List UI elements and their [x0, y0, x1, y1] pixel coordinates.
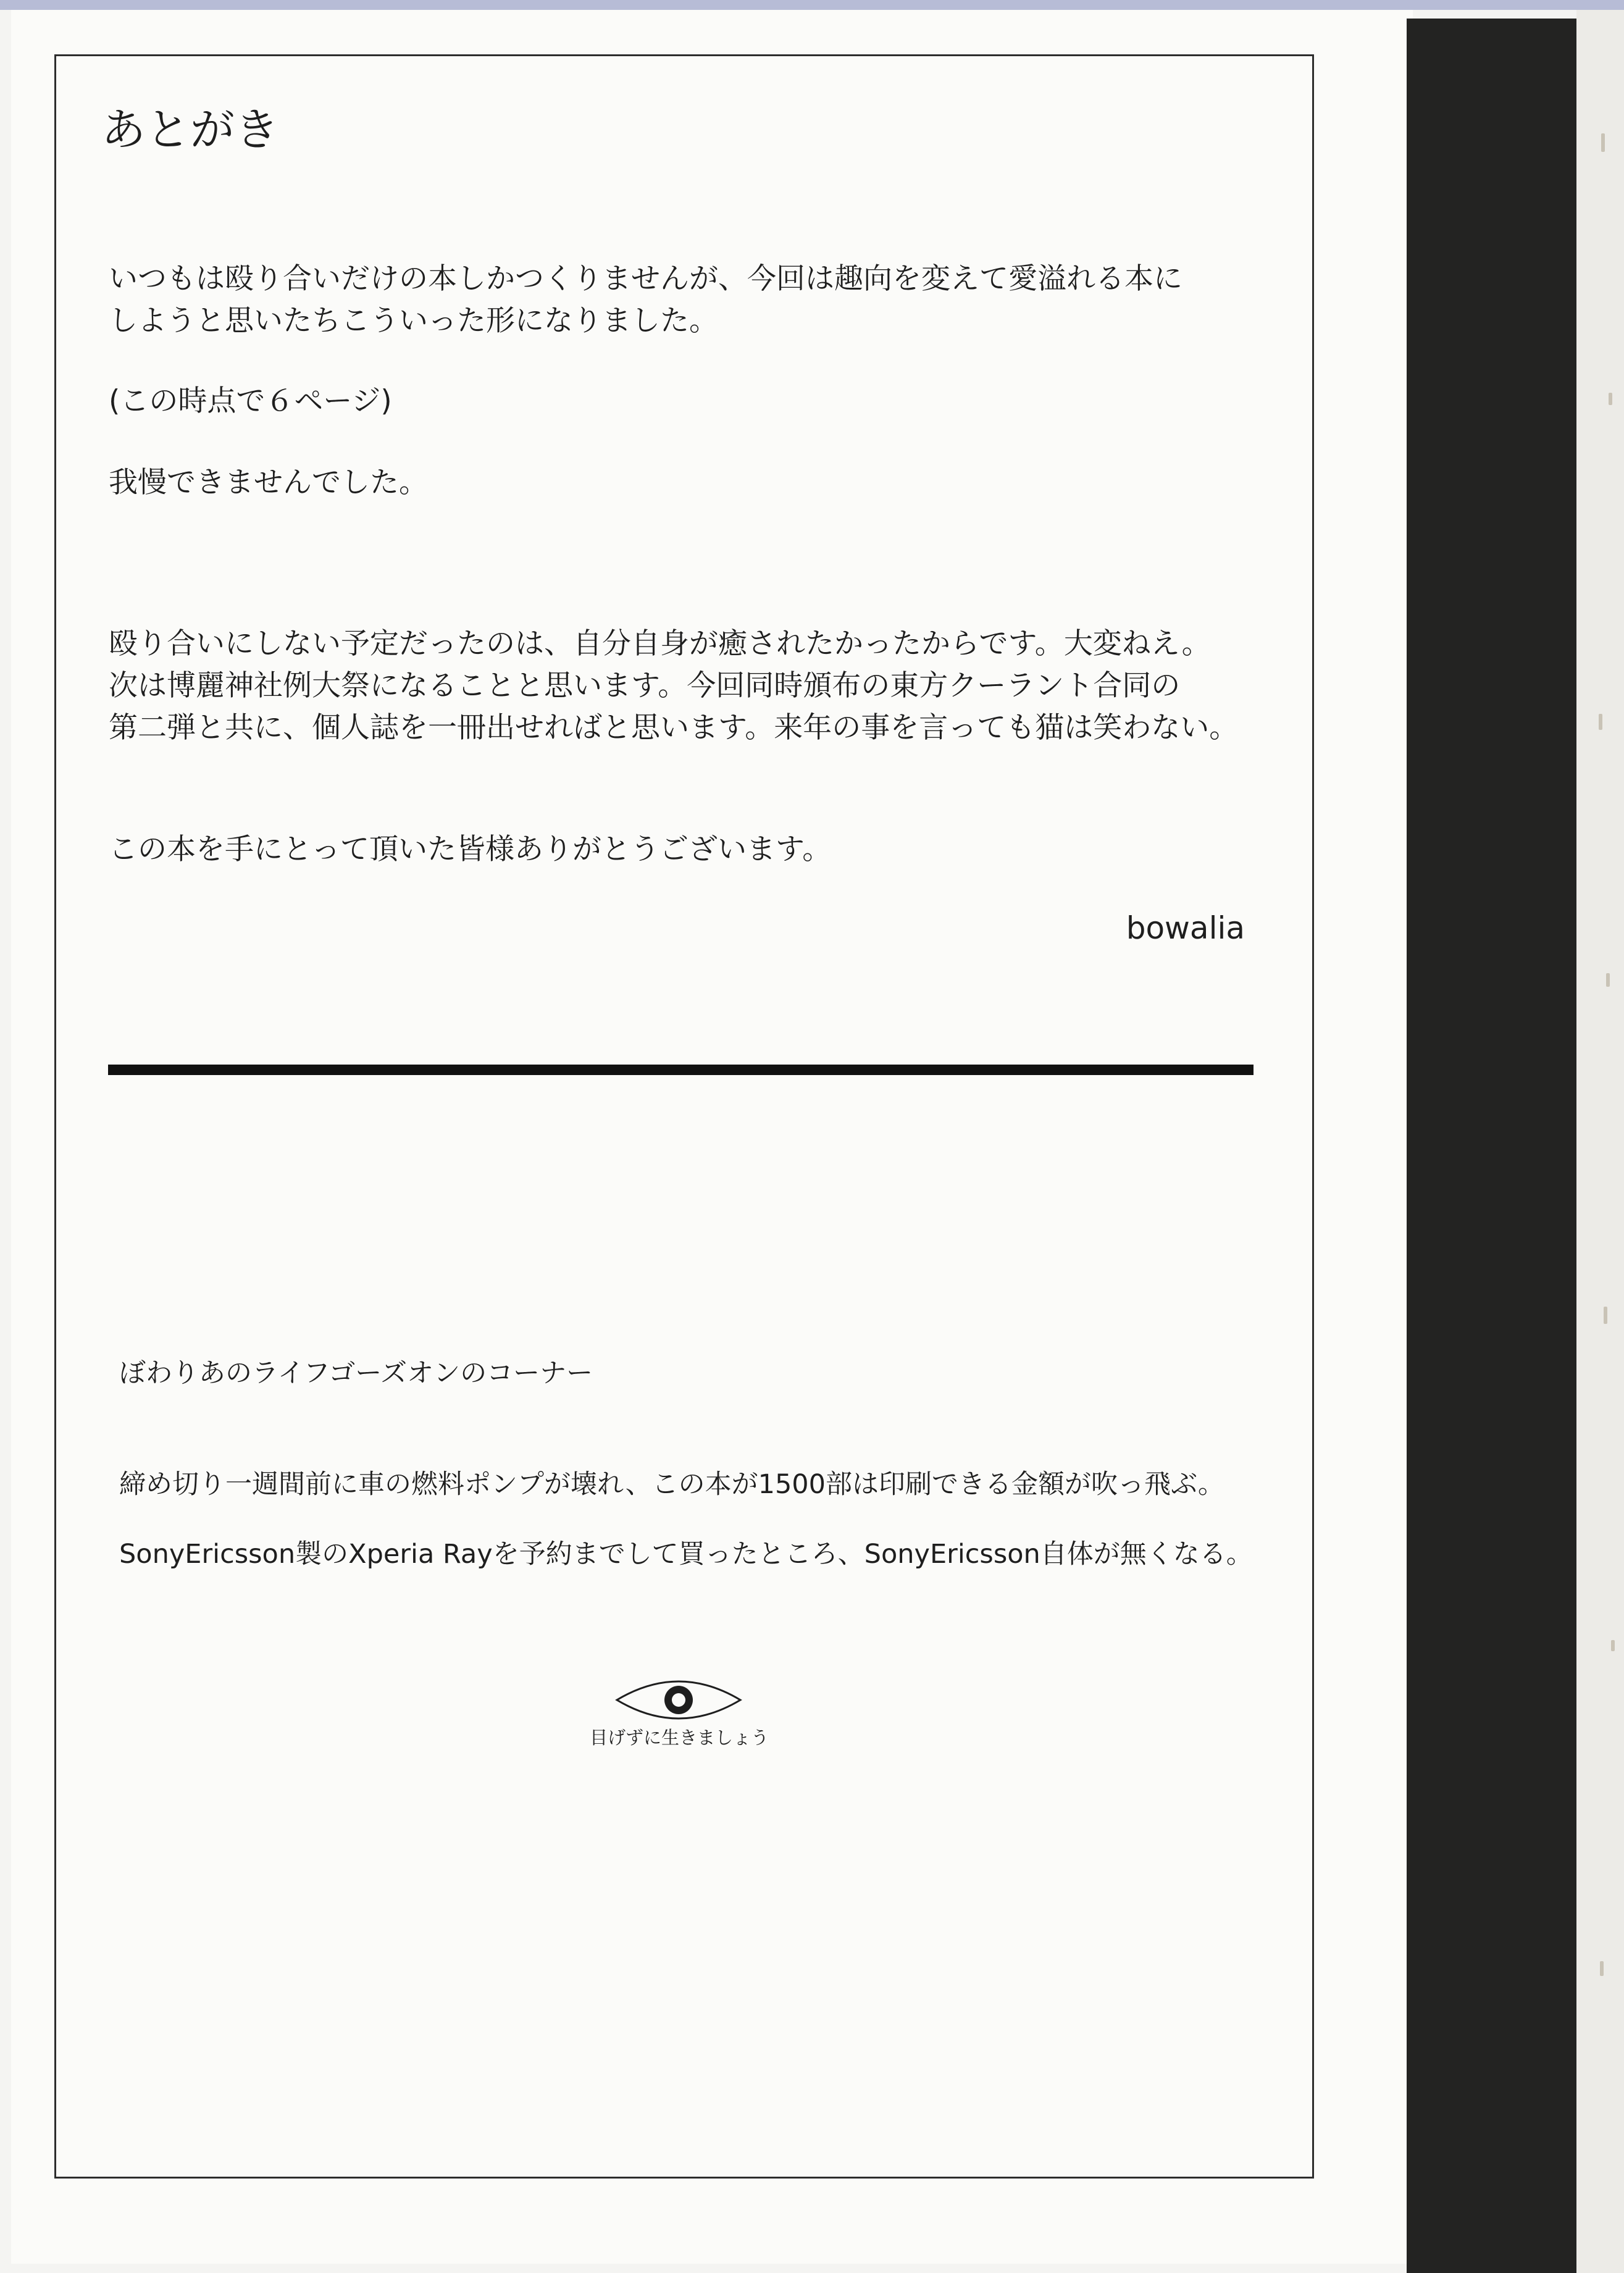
paragraph-line: いつもは殴り合いだけの本しかつくりませんが、今回は趣向を変えて愛溢れる本に — [109, 262, 1182, 296]
corner-item: 締め切り一週間前に車の燃料ポンプが壊れ、この本が1500部は印刷できる金額が吹っ飛ぶ。 — [119, 1469, 1224, 1500]
scan-right-margin — [1576, 10, 1624, 2273]
confession-line: 我慢できませんでした。 — [109, 466, 428, 500]
corner-item: SonyEricsson製のXperia Rayを予約までして買ったところ、SonyEricsson自体が無くなる。 — [119, 1539, 1253, 1570]
thanks-line: この本を手にとって頂いた皆様ありがとうございます。 — [109, 832, 832, 866]
paragraph-line: 殴り合いにしない予定だったのは、自分自身が癒されたかったからです。大変ねえ。 — [109, 627, 1211, 661]
section-divider — [108, 1065, 1254, 1075]
paragraph-line: 次は博麗神社例大祭になることと思います。今回同時頒布の東方クーラント合同の — [109, 669, 1181, 703]
eye-icon — [615, 1678, 742, 1722]
page-count-note: (この時点で６ページ) — [109, 384, 392, 418]
scan-top-edge — [0, 0, 1624, 10]
paragraph-line: 第二弾と共に、個人誌を一冊出せればと思います。来年の事を言っても猫は笑わない。 — [109, 711, 1239, 745]
page-title: あとがき — [101, 104, 280, 156]
corner-heading: ぼわりあのライフゴーズオンのコーナー — [119, 1358, 593, 1389]
author-signature: bowalia — [1126, 910, 1245, 946]
eye-caption: 目げずに生きましょう — [589, 1727, 769, 1748]
page-frame — [54, 54, 1314, 2179]
binding-band — [1407, 19, 1576, 2273]
paragraph-line: しようと思いたちこういった形になりました。 — [109, 304, 718, 338]
